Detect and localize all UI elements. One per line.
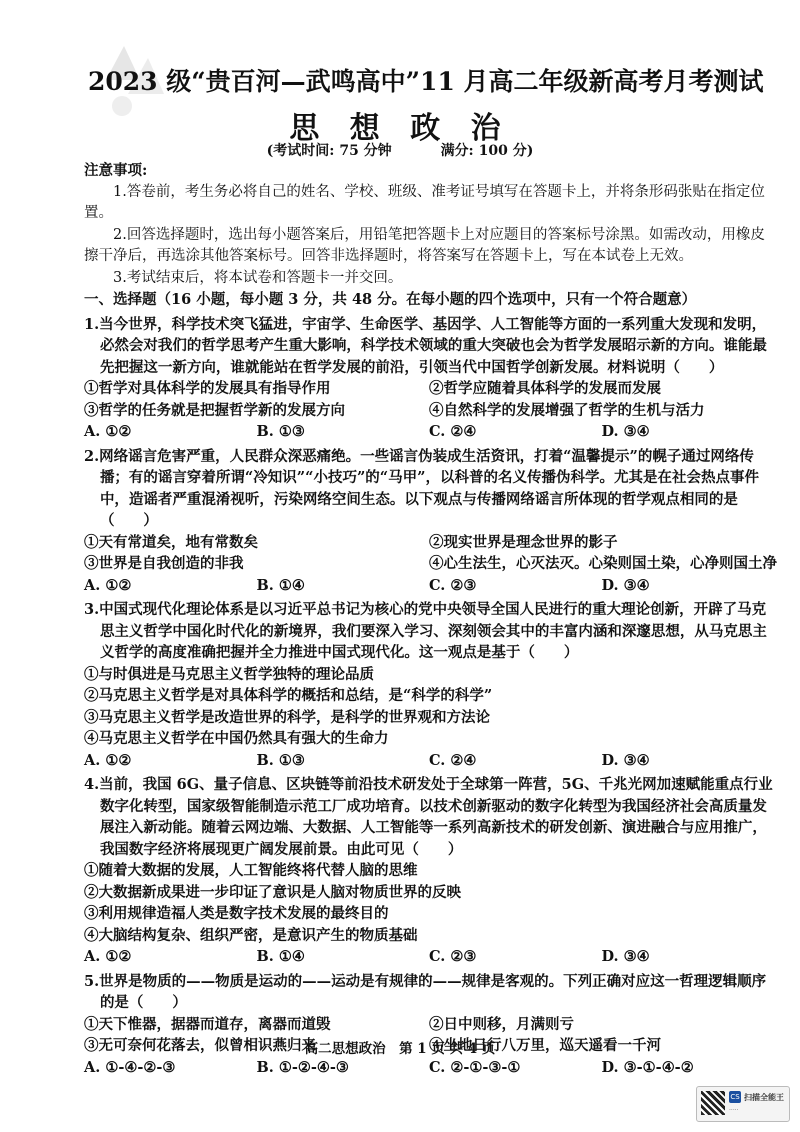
scanner-tagline-decoration: ····· xyxy=(729,1107,739,1114)
statement: ③利用规律造福人类是数字技术发展的最终目的 xyxy=(84,905,389,922)
option-d: D. ③④ xyxy=(601,423,650,440)
statement: ②日中则移，月满则亏 xyxy=(429,1015,574,1033)
statement-row xyxy=(84,400,774,422)
question-2 xyxy=(84,446,777,597)
scanner-stamp xyxy=(696,1086,790,1122)
exam-score: 满分: 100 分) xyxy=(440,143,534,159)
option-d: D. ③④ xyxy=(601,751,650,769)
statement: ③马克思主义哲学是改造世界的科学，是科学的世界观和方法论 xyxy=(84,708,490,726)
option-row xyxy=(84,575,774,597)
exam-title: 2023 级“贵百河—武鸣高中”11 月高二年级新高考月考测试 xyxy=(88,67,764,96)
statement: ④大脑结构复杂、组织严密，是意识产生的物质基础 xyxy=(84,926,418,944)
option-c: C. ②③ xyxy=(429,948,477,965)
statement: ④心生法生，心灭法灭。心染则国土染，心净则国土净 xyxy=(429,555,777,572)
statement: ③哲学的任务就是把握哲学新的发展方向 xyxy=(84,401,345,419)
statement: ②马克思主义哲学是对具体科学的概括和总结，是“科学的科学” xyxy=(84,687,493,704)
option-row xyxy=(84,1057,774,1079)
section-heading: 一、选择题（16 小题，每小题 3 分，共 48 分。在每小题的四个选项中，只有一个符合题意） xyxy=(84,291,697,308)
question-stem: 1.当今世界，科学技术突飞猛进，宇宙学、生命医学、基因学、人工智能等方面的一系列重大发现和发明，必然会对我们的哲学思考产生重大影响，科学技术领域的重大突破也会为哲学发展昭示新的方向。谁能最先把握这一新方向，谁就能站在哲学发展的前沿，引领当代中国哲学创新发展。材料说明（ ） xyxy=(84,315,767,376)
option-c: C. ②④ xyxy=(429,751,477,769)
statement: ①随着大数据的发展，人工智能终将代替人脑的思维 xyxy=(84,862,418,879)
qr-code-icon xyxy=(701,1091,725,1115)
option-c: C. ②-①-③-① xyxy=(429,1058,521,1076)
option-d: D. ③④ xyxy=(601,576,650,594)
option-row xyxy=(84,421,774,443)
option-c: C. ②④ xyxy=(429,423,477,440)
option-a: A. ①② xyxy=(84,948,132,965)
statement-row xyxy=(84,1014,774,1036)
statement: ①天有常道矣，地有常数矣 xyxy=(84,533,258,551)
notice-item: 1.答卷前，考生务必将自己的姓名、学校、班级、准考证号填写在答题卡上，并将条形码张贴在指定位置。 xyxy=(84,183,765,221)
option-b: B. ①④ xyxy=(256,948,305,965)
statement: ①哲学对具体科学的发展具有指导作用 xyxy=(84,380,331,397)
notice-item: 3.考试结束后，将本试卷和答题卡一并交回。 xyxy=(113,269,403,286)
question-stem: 4.当前，我国 6G、量子信息、区块链等前沿技术研发处于全球第一阵营，5G、千兆光网加速赋能重点行业数字化转型，国家级智能制造示范工厂成功培育。以技术创新驱动的数字化转型为我国经济社会高质量发展注入新动能。随着云网边端、大数据、人工智能等一系列高新技术的研发创新、演进融合与应用推广，我国数字经济将展现更广阔发展前景。由此可见（ ） xyxy=(84,776,773,858)
exam-content xyxy=(84,160,777,1078)
question-stem: 3.中国式现代化理论体系是以习近平总书记为核心的党中央领导全国人民进行的重大理论创新，开辟了马克思主义哲学中国化时代化的新境界，我们要深入学习、深刻领会其中的丰富内涵和深邃思想，从马克思主义哲学的高度准确把握并全力推进中国式现代化。这一观点是基于（ ） xyxy=(84,601,767,661)
statement: ④自然科学的发展增强了哲学的生机与活力 xyxy=(429,401,705,419)
statement: ③世界是自我创造的非我 xyxy=(84,555,244,572)
option-b: B. ①④ xyxy=(256,576,305,594)
statement: ②大数据新成果进一步印证了意识是人脑对物质世界的反映 xyxy=(84,883,461,901)
statement: ②现实世界是理念世界的影子 xyxy=(429,533,618,551)
statement: ③无可奈何花落去，似曾相识燕归来 xyxy=(84,1037,316,1054)
option-b: B. ①③ xyxy=(256,423,305,440)
question-5 xyxy=(84,971,774,1079)
scanner-name: 扫描全能王 xyxy=(744,1093,784,1102)
option-a: A. ①② xyxy=(84,576,132,594)
statement: ①天下惟器，据器而道存，离器而道毁 xyxy=(84,1015,331,1033)
notice-block xyxy=(84,160,774,289)
statement-row xyxy=(84,532,774,554)
page-footer: 高二思想政治 第 1 页 共 4 页 xyxy=(304,1041,496,1057)
exam-meta xyxy=(0,140,800,160)
question-stem: 2.网络谣言危害严重，人民群众深恶痛绝。一些谣言伪装成生活资讯，打着“温馨提示”的幌子通过网络传播；有的谣言穿着所谓“冷知识”“小技巧”的“马甲”，以科普的名义传播伪科学。尤其是在社会热点事件中，造谣者严重混淆视听，污染网络空间生态。以下观点与传播网络谣言所体现的哲学观点相同的是（ ） xyxy=(84,447,759,529)
option-a: A. ①-④-②-③ xyxy=(84,1058,176,1076)
scanner-logo-icon: CS xyxy=(730,1093,740,1101)
statement: ④坐地日行八万里，巡天遥看一千河 xyxy=(429,1037,661,1054)
statement: ④马克思主义哲学在中国仍然具有强大的生命力 xyxy=(84,730,389,747)
subject-title: 思 想 政 治 xyxy=(289,111,511,146)
option-a: A. ①② xyxy=(84,423,132,440)
option-row xyxy=(84,750,774,772)
notice-heading: 注意事项: xyxy=(84,162,148,179)
question-1 xyxy=(84,314,774,443)
question-4 xyxy=(84,774,774,968)
notice-item: 2.回答选择题时，选出每小题答案后，用铅笔把答题卡上对应题目的答案标号涂黑。如需改动，用橡皮擦干净后，再选涂其他答案标号。回答非选择题时，将答案写在答题卡上，写在本试卷上无效。 xyxy=(84,226,765,264)
option-b: B. ①-②-④-③ xyxy=(256,1058,349,1076)
option-d: D. ③④ xyxy=(601,948,650,965)
statement: ①与时俱进是马克思主义哲学独特的理论品质 xyxy=(84,665,374,683)
statement: ②哲学应随着具体科学的发展而发展 xyxy=(429,380,661,397)
statement-row xyxy=(84,378,774,400)
exam-time: (考试时间: 75 分钟 xyxy=(266,143,392,159)
option-row xyxy=(84,946,774,968)
option-d: D. ③-①-④-② xyxy=(601,1058,694,1076)
option-b: B. ①③ xyxy=(256,751,305,769)
question-3 xyxy=(84,599,774,771)
option-a: A. ①② xyxy=(84,751,132,769)
statement-row xyxy=(84,553,777,575)
option-c: C. ②③ xyxy=(429,576,477,594)
question-stem: 5.世界是物质的——物质是运动的——运动是有规律的——规律是客观的。下列正确对应这一哲理逻辑顺序的是（ ） xyxy=(84,972,767,1011)
